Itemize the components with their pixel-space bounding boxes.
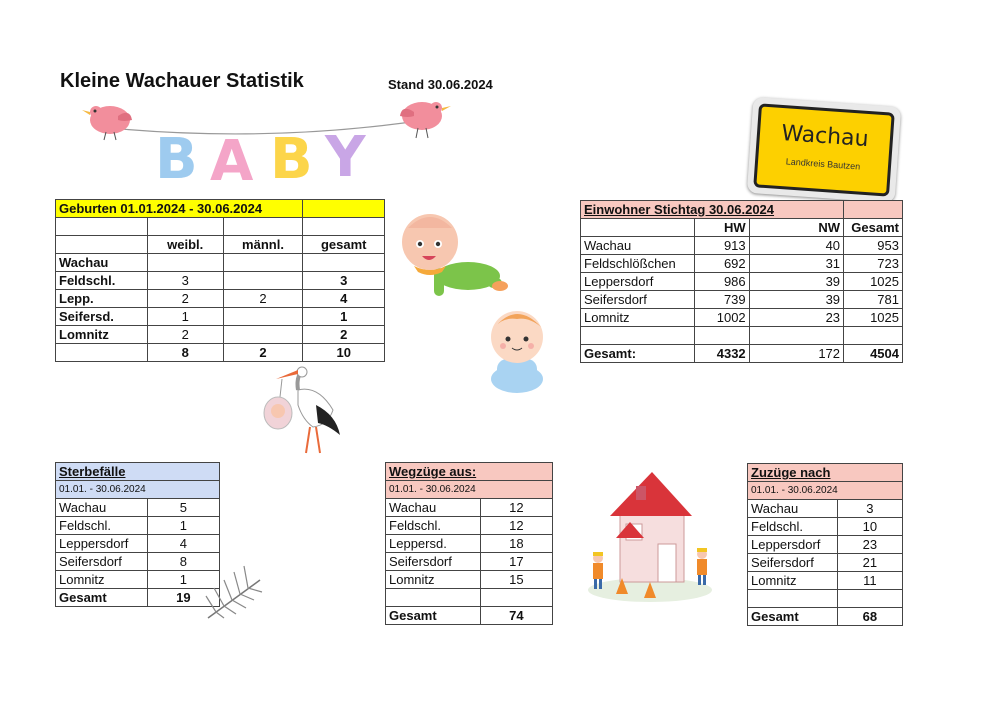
total-cell: 68 xyxy=(837,608,902,626)
moveout-title-text: Wegzüge aus: xyxy=(389,464,477,479)
cell xyxy=(223,272,303,290)
total-cell: 74 xyxy=(480,607,552,625)
cell: 12 xyxy=(480,517,552,535)
residents-table xyxy=(580,200,903,363)
row-label: Seifersdorf xyxy=(56,553,148,571)
total-cell: 2 xyxy=(223,344,303,362)
cell: 953 xyxy=(844,237,903,255)
cell: 5 xyxy=(147,499,219,517)
cell: 913 xyxy=(694,237,749,255)
row-label: Feldschl. xyxy=(56,272,148,290)
cell: 1 xyxy=(303,308,385,326)
row-label: Leppersdorf xyxy=(581,273,695,291)
cell: 2 xyxy=(147,290,223,308)
moveout-period: 01.01. - 30.06.2024 xyxy=(386,481,553,499)
births-title: Geburten 01.01.2024 - 30.06.2024 xyxy=(56,200,303,218)
deaths-table xyxy=(55,462,220,607)
cell: 10 xyxy=(837,518,902,536)
row-label: Leppersdorf xyxy=(748,536,838,554)
cell: 4 xyxy=(303,290,385,308)
births-col-header: gesamt xyxy=(303,236,385,254)
cell: 986 xyxy=(694,273,749,291)
table-total-row xyxy=(748,608,903,626)
table-row xyxy=(56,535,220,553)
deaths-title xyxy=(56,463,220,481)
residents-col-header: NW xyxy=(749,219,843,237)
cell: 723 xyxy=(844,255,903,273)
palm-branch-illustration xyxy=(202,560,268,622)
table-row xyxy=(581,273,903,291)
table-row xyxy=(581,255,903,273)
table-row xyxy=(56,499,220,517)
table-row xyxy=(56,571,220,589)
cell: 31 xyxy=(749,255,843,273)
cell: 21 xyxy=(837,554,902,572)
cell: 1002 xyxy=(694,309,749,327)
row-label: Feldschl. xyxy=(748,518,838,536)
table-row xyxy=(581,309,903,327)
banner-letter: B xyxy=(270,127,313,192)
cell: 8 xyxy=(147,553,219,571)
total-cell: 10 xyxy=(303,344,385,362)
table-row xyxy=(386,535,553,553)
table-row xyxy=(581,237,903,255)
cell: 18 xyxy=(480,535,552,553)
table-row xyxy=(748,500,903,518)
row-label: Lomnitz xyxy=(56,571,148,589)
total-cell: 172 xyxy=(749,345,843,363)
cell xyxy=(147,254,223,272)
cell: 1025 xyxy=(844,273,903,291)
table-row xyxy=(386,499,553,517)
cell: 39 xyxy=(749,273,843,291)
cell: 1 xyxy=(147,308,223,326)
row-label: Leppersdorf xyxy=(56,535,148,553)
row-label: Leppersd. xyxy=(386,535,481,553)
table-row xyxy=(748,518,903,536)
row-label: Lomnitz xyxy=(748,572,838,590)
row-label: Feldschlößchen xyxy=(581,255,695,273)
bird-left-icon xyxy=(82,106,132,140)
cell: 2 xyxy=(147,326,223,344)
movein-title-text: Zuzüge nach xyxy=(751,465,831,480)
house-workers-illustration xyxy=(580,462,720,604)
residents-col-header: HW xyxy=(694,219,749,237)
page-title: Kleine Wachauer Statistik xyxy=(60,70,304,92)
row-label: Lomnitz xyxy=(386,571,481,589)
table-row xyxy=(56,254,385,272)
births-table xyxy=(55,199,385,362)
residents-title xyxy=(581,201,844,219)
residents-title-text: Einwohner Stichtag 30.06.2024 xyxy=(584,202,775,217)
table-row xyxy=(748,554,903,572)
row-label: Wachau xyxy=(748,500,838,518)
residents-col-header: Gesamt xyxy=(844,219,903,237)
cell: 2 xyxy=(303,326,385,344)
deaths-period: 01.01. - 30.06.2024 xyxy=(56,481,220,499)
cell: 2 xyxy=(223,290,303,308)
total-cell: 19 xyxy=(147,589,219,607)
deaths-title-text: Sterbefälle xyxy=(59,464,126,479)
table-total-row xyxy=(56,589,220,607)
sign-town-name: Wachau xyxy=(780,121,870,153)
row-label: Feldschl. xyxy=(56,517,148,535)
cell: 692 xyxy=(694,255,749,273)
row-label: Wachau xyxy=(56,254,148,272)
row-label: Lomnitz xyxy=(581,309,695,327)
sitting-baby-illustration xyxy=(483,305,551,395)
table-total-row xyxy=(581,345,903,363)
table-row xyxy=(581,291,903,309)
cell: 23 xyxy=(749,309,843,327)
total-label: Gesamt xyxy=(56,589,148,607)
total-cell: 4504 xyxy=(844,345,903,363)
cell: 17 xyxy=(480,553,552,571)
cell xyxy=(303,254,385,272)
row-label: Wachau xyxy=(56,499,148,517)
cell: 11 xyxy=(837,572,902,590)
table-row xyxy=(56,553,220,571)
cell: 1 xyxy=(147,517,219,535)
row-label: Seifersdorf xyxy=(748,554,838,572)
cell: 40 xyxy=(749,237,843,255)
cell: 15 xyxy=(480,571,552,589)
moveout-title xyxy=(386,463,553,481)
cell: 1025 xyxy=(844,309,903,327)
cell xyxy=(223,254,303,272)
bird-right-icon xyxy=(400,102,451,138)
cell: 1 xyxy=(147,571,219,589)
cell: 3 xyxy=(147,272,223,290)
total-cell: 4332 xyxy=(694,345,749,363)
table-row xyxy=(56,290,385,308)
table-row xyxy=(386,571,553,589)
movein-table xyxy=(747,463,903,626)
table-total-row xyxy=(56,344,385,362)
crawling-baby-illustration xyxy=(398,208,513,303)
total-label: Gesamt: xyxy=(581,345,695,363)
births-col-header: weibl. xyxy=(147,236,223,254)
cell: 39 xyxy=(749,291,843,309)
cell: 4 xyxy=(147,535,219,553)
table-row xyxy=(56,517,220,535)
total-label: Gesamt xyxy=(748,608,838,626)
births-col-header: männl. xyxy=(223,236,303,254)
table-total-row xyxy=(386,607,553,625)
row-label: Feldschl. xyxy=(386,517,481,535)
moveout-table xyxy=(385,462,553,625)
sign-district: Landkreis Bautzen xyxy=(785,156,861,172)
stork-illustration xyxy=(258,365,343,460)
worker-icon xyxy=(697,548,707,585)
cell: 3 xyxy=(837,500,902,518)
town-sign xyxy=(747,97,901,203)
movein-title xyxy=(748,464,903,482)
row-label: Lepp. xyxy=(56,290,148,308)
cell xyxy=(223,326,303,344)
cell: 781 xyxy=(844,291,903,309)
table-row xyxy=(56,308,385,326)
row-label: Seifersdorf xyxy=(581,291,695,309)
banner-letter: A xyxy=(210,129,254,193)
table-row xyxy=(386,517,553,535)
table-row xyxy=(386,553,553,571)
stand-date: Stand 30.06.2024 xyxy=(388,77,493,92)
row-label: Wachau xyxy=(581,237,695,255)
total-label: Gesamt xyxy=(386,607,481,625)
row-label: Seifersdorf xyxy=(386,553,481,571)
cell: 23 xyxy=(837,536,902,554)
table-row xyxy=(748,572,903,590)
worker-icon xyxy=(593,552,603,589)
banner-letter: B xyxy=(155,127,198,192)
cell: 12 xyxy=(480,499,552,517)
row-label: Wachau xyxy=(386,499,481,517)
table-row xyxy=(56,272,385,290)
row-label: Lomnitz xyxy=(56,326,148,344)
total-cell: 8 xyxy=(147,344,223,362)
banner-letter: Y xyxy=(325,125,366,190)
cell: 739 xyxy=(694,291,749,309)
cell: 3 xyxy=(303,272,385,290)
row-label: Seifersd. xyxy=(56,308,148,326)
table-row xyxy=(748,536,903,554)
baby-banner-illustration xyxy=(70,98,460,193)
table-row xyxy=(56,326,385,344)
movein-period: 01.01. - 30.06.2024 xyxy=(748,482,903,500)
cell xyxy=(223,308,303,326)
